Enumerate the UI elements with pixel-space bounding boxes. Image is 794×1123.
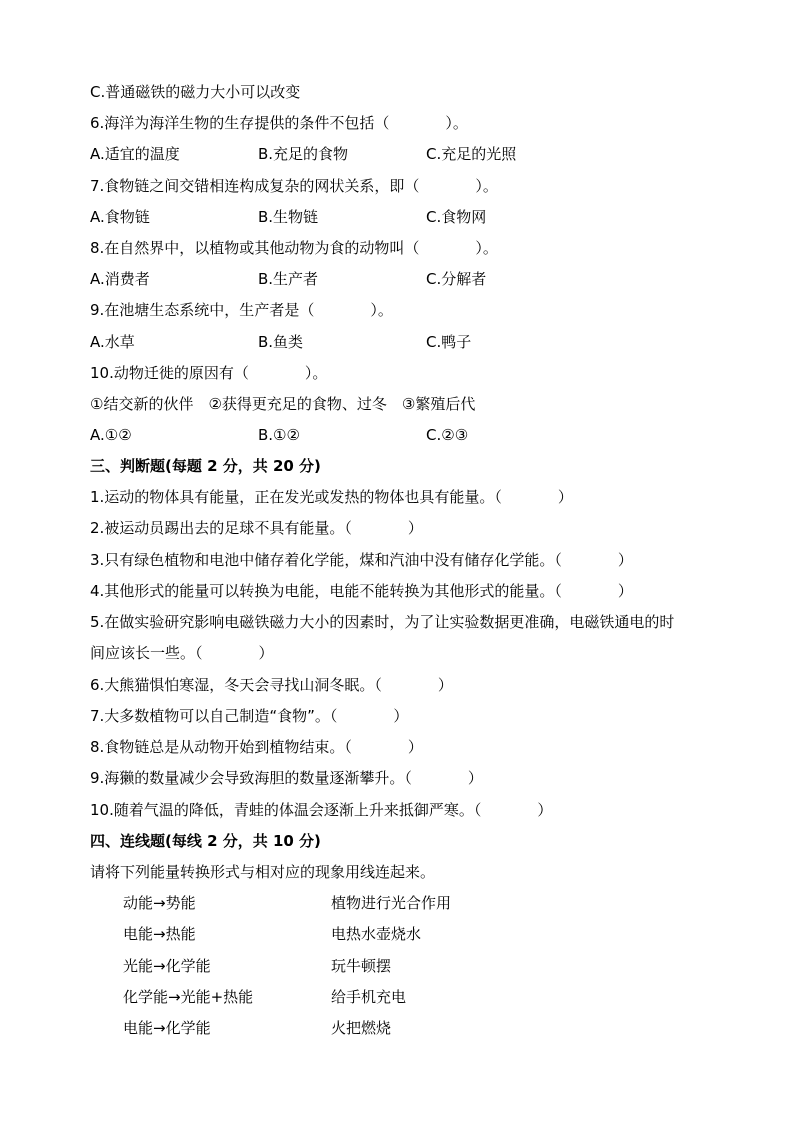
- judge-item-5-line-2: [90, 643, 274, 663]
- option-c: C.充足的光照: [426, 145, 517, 163]
- question-stem: 7.食物链之间交错相连构成复杂的网状关系，即（: [90, 177, 420, 195]
- judge-item-6: [90, 675, 453, 695]
- question-stem: 9.在池塘生态系统中，生产者是（: [90, 301, 315, 319]
- question-stem: 8.在自然界中，以植物或其他动物为食的动物叫（: [90, 239, 420, 257]
- judge-item-9: [90, 768, 483, 788]
- option-c: C.分解者: [426, 270, 487, 288]
- question-stem: 6.海洋为海洋生物的生存提供的条件不包括（: [90, 114, 390, 132]
- judge-end: ）: [393, 707, 409, 725]
- question-end: ）。: [445, 114, 468, 132]
- question-6: [90, 113, 468, 133]
- question-10: [90, 363, 327, 383]
- judge-item-4: [90, 581, 633, 601]
- section-4-instruction: 请将下列能量转换形式与相对应的现象用线连起来。: [90, 863, 436, 881]
- judge-text: 10.随着气温的降低，青蛙的体温会逐渐上升来抵御严寒。（: [90, 801, 482, 819]
- judge-text: 8.食物链总是从动物开始到植物结束。（: [90, 738, 352, 756]
- match-right-item: 植物进行光合作用: [331, 894, 452, 912]
- judge-end: ）: [437, 676, 453, 694]
- section-3-heading: 三、判断题(每题 2 分，共 20 分): [90, 457, 321, 475]
- section-4-heading: 四、连线题(每线 2 分，共 10 分): [90, 832, 321, 850]
- match-right-item: 电热水壶烧水: [331, 925, 422, 943]
- question-end: ）。: [475, 177, 498, 195]
- judge-item-2: [90, 518, 423, 538]
- question-stem: 10.动物迁徙的原因有（: [90, 364, 249, 382]
- judge-end: ）: [617, 551, 633, 569]
- option-a: A.水草: [90, 333, 135, 351]
- match-left-item: 光能→化学能: [123, 957, 211, 975]
- option-a: A.①②: [90, 426, 132, 444]
- judge-end: ）: [407, 738, 423, 756]
- question-7: [90, 176, 498, 196]
- question-end: ）。: [304, 364, 328, 382]
- judge-text: 7.大多数植物可以自己制造“食物”。（: [90, 707, 338, 725]
- question-end: ）。: [475, 239, 498, 257]
- match-right-item: 火把燃烧: [331, 1019, 392, 1037]
- option-a: A.食物链: [90, 208, 150, 226]
- option-c: C.食物网: [426, 208, 487, 226]
- option-a: A.消费者: [90, 270, 150, 288]
- judge-end: ）: [258, 644, 274, 662]
- judge-text: 4.其他形式的能量可以转换为电能，电能不能转换为其他形式的能量。（: [90, 582, 562, 600]
- judge-text: 9.海獭的数量减少会导致海胆的数量逐渐攀升。（: [90, 769, 412, 787]
- judge-text: 2.被运动员踢出去的足球不具有能量。（: [90, 519, 352, 537]
- option-c: C.②③: [426, 426, 469, 444]
- option-b: B.充足的食物: [258, 145, 349, 163]
- judge-text: 间应该长一些。（: [90, 644, 203, 662]
- judge-end: ）: [407, 519, 423, 537]
- q10-reasons: ①结交新的伙伴 ②获得更充足的食物、过冬 ③繁殖后代: [90, 395, 476, 413]
- judge-item-10: [90, 800, 552, 820]
- match-right-item: 玩牛顿摆: [331, 957, 392, 975]
- option-c: C.鸭子: [426, 333, 472, 351]
- match-left-item: 化学能→光能+热能: [123, 988, 254, 1006]
- judge-item-7: [90, 706, 408, 726]
- judge-item-5-line-1: [90, 612, 674, 632]
- q5-option-c: C.普通磁铁的磁力大小可以改变: [90, 83, 301, 101]
- judge-text: 3.只有绿色植物和电池中储存着化学能，煤和汽油中没有储存化学能。（: [90, 551, 562, 569]
- match-left-item: 电能→热能: [123, 925, 196, 943]
- judge-end: ）: [617, 582, 633, 600]
- question-8: [90, 238, 498, 258]
- option-b: B.①②: [258, 426, 300, 444]
- match-left-item: 动能→势能: [123, 894, 196, 912]
- match-left-item: 电能→化学能: [123, 1019, 211, 1037]
- judge-end: ）: [467, 769, 483, 787]
- judge-end: ）: [557, 488, 573, 506]
- match-right-item: 给手机充电: [331, 988, 407, 1006]
- judge-text: 5.在做实验研究影响电磁铁磁力大小的因素时，为了让实验数据更准确，电磁铁通电的时: [90, 613, 675, 631]
- question-end: ）。: [370, 301, 393, 319]
- question-9: [90, 300, 393, 320]
- option-b: B.生物链: [258, 208, 319, 226]
- judge-item-3: [90, 550, 633, 570]
- judge-item-1: [90, 487, 573, 507]
- judge-end: ）: [537, 801, 553, 819]
- judge-text: 6.大熊猫惧怕寒湿，冬天会寻找山洞冬眠。（: [90, 676, 382, 694]
- option-a: A.适宜的温度: [90, 145, 180, 163]
- option-b: B.鱼类: [258, 333, 304, 351]
- judge-text: 1.运动的物体具有能量，正在发光或发热的物体也具有能量。（: [90, 488, 502, 506]
- option-b: B.生产者: [258, 270, 319, 288]
- judge-item-8: [90, 737, 423, 757]
